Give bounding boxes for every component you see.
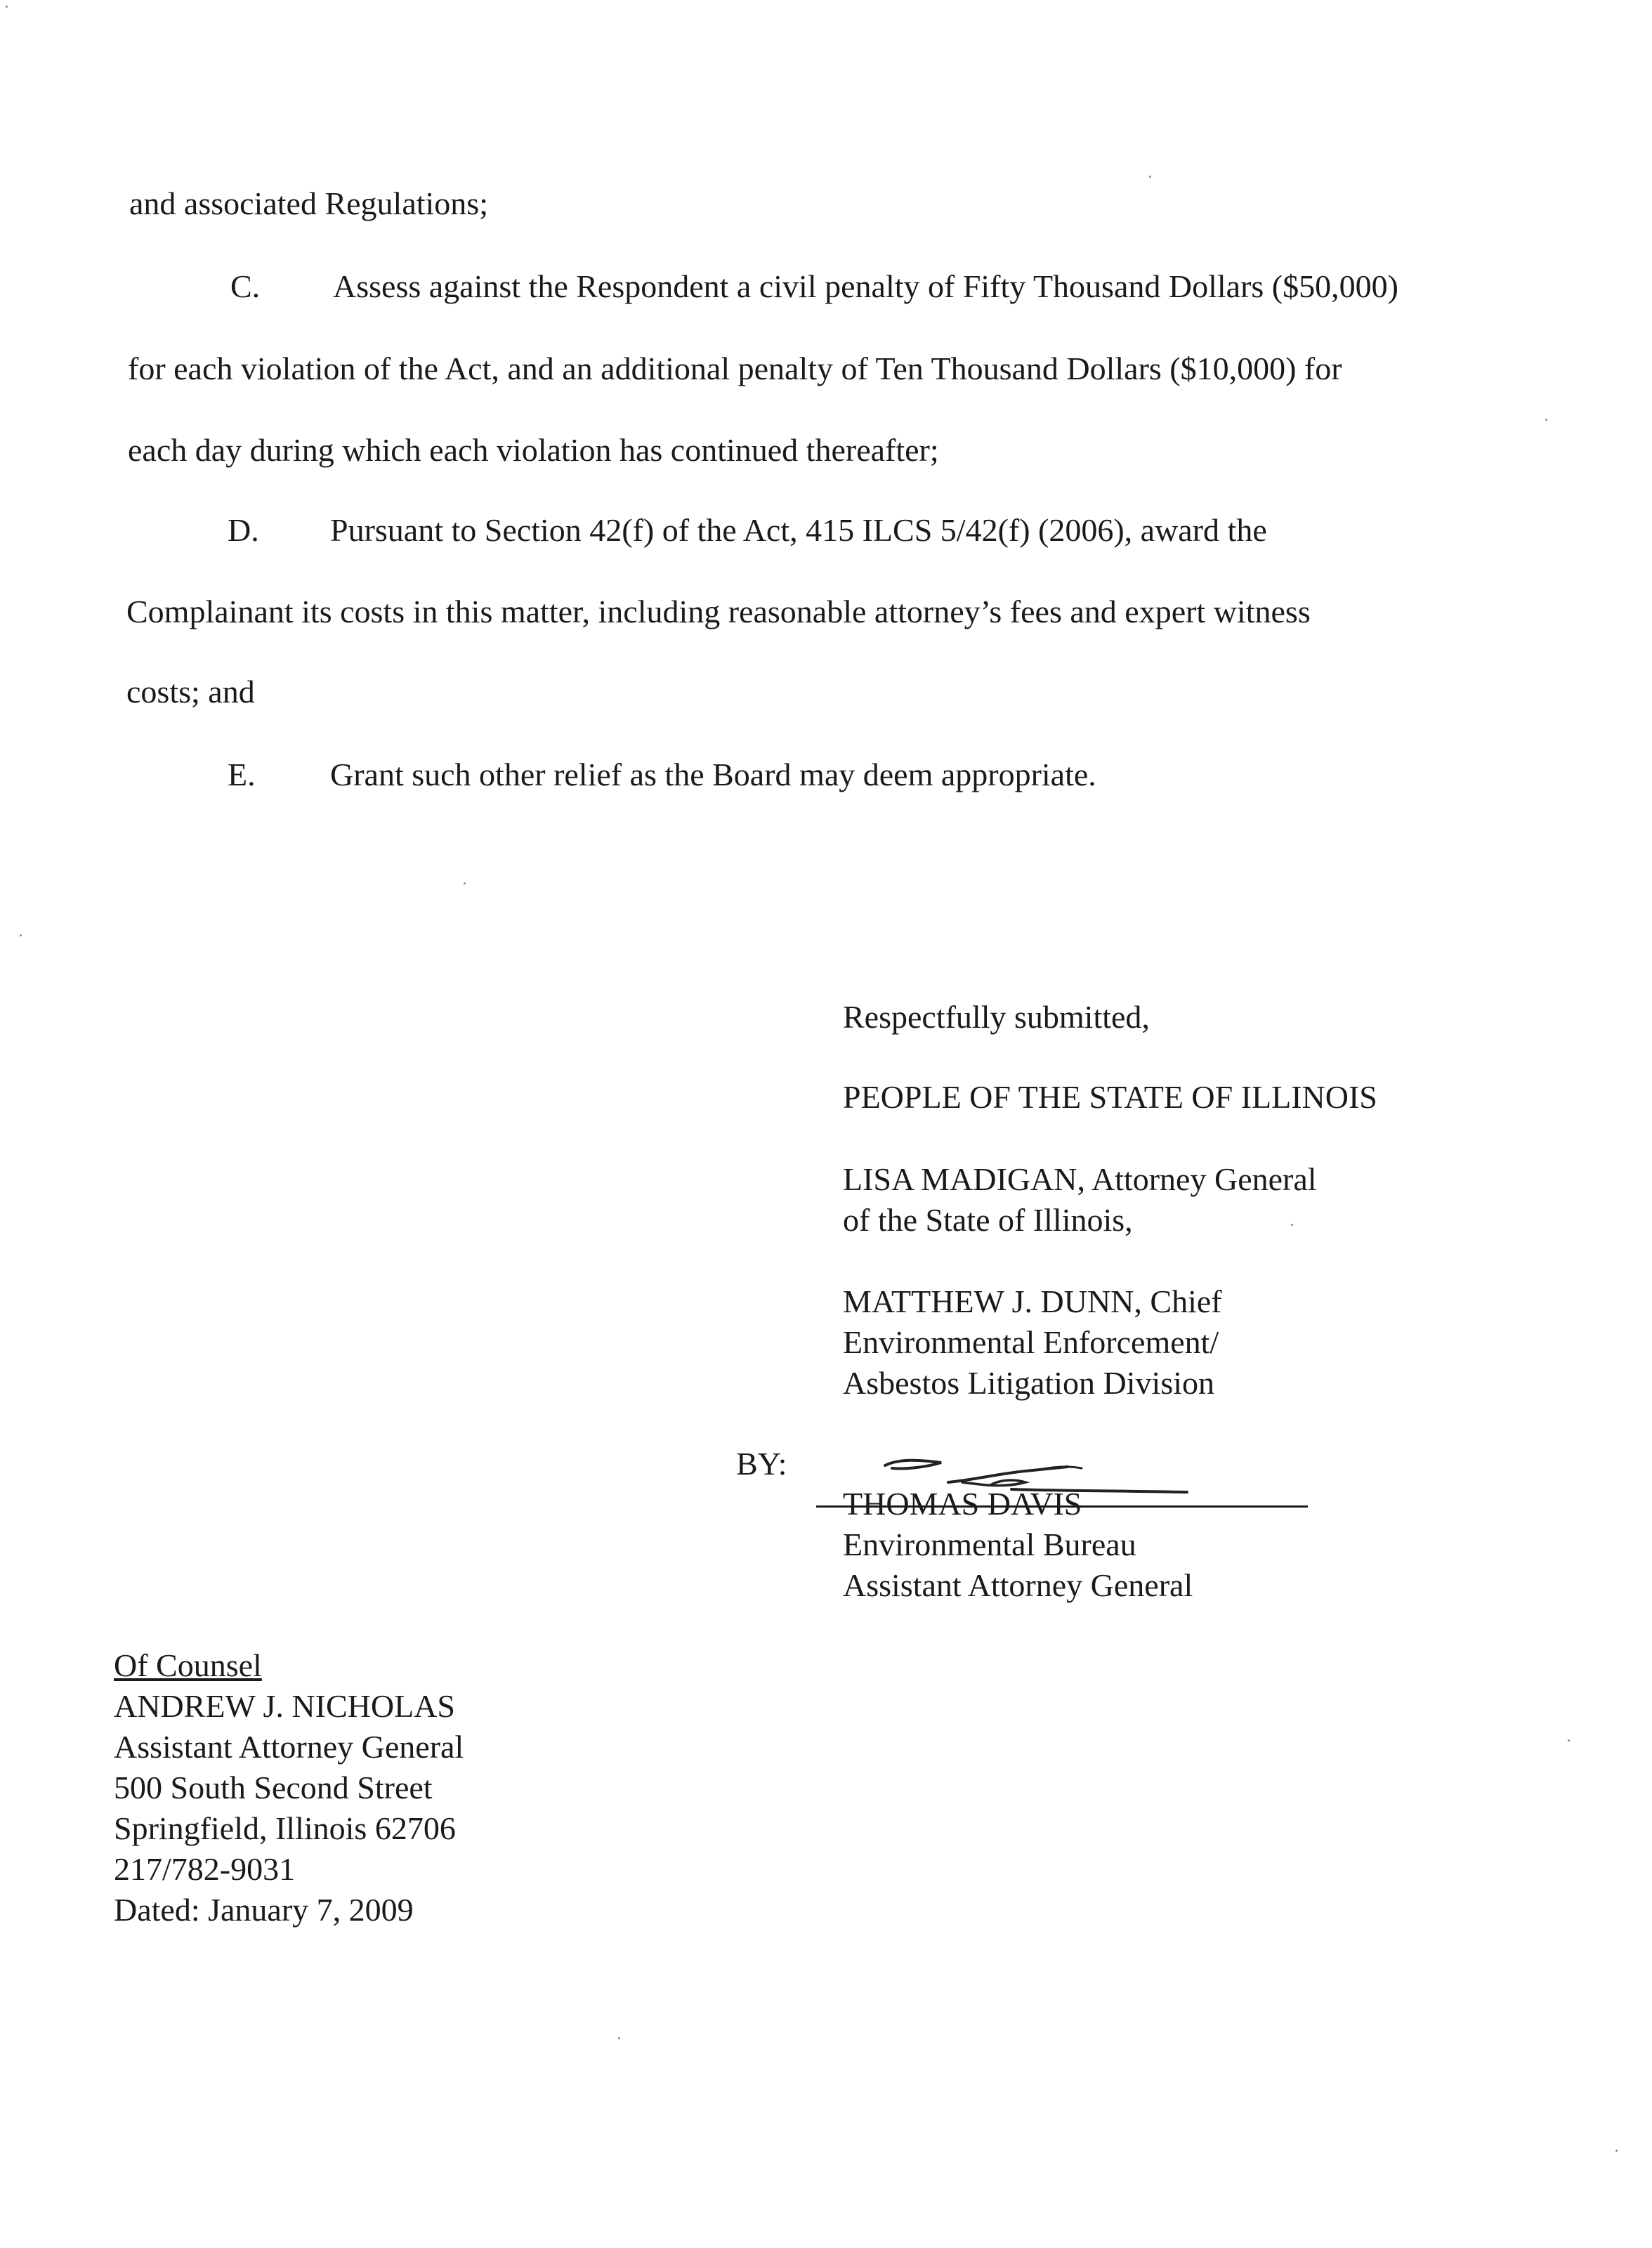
item-d-line-3: costs; and (126, 674, 255, 710)
of-counsel-phone: 217/782-9031 (114, 1851, 296, 1887)
dated-line: Dated: January 7, 2009 (114, 1892, 414, 1928)
attorney-general-line-2: of the State of Illinois, (843, 1202, 1133, 1238)
of-counsel-title: Assistant Attorney General (114, 1729, 464, 1765)
scan-speck (6, 6, 8, 8)
of-counsel-heading: Of Counsel (114, 1647, 262, 1683)
scan-speck (1291, 1224, 1293, 1226)
item-d-line-2: Complainant its costs in this matter, including reasonable attorney’s fees and expert witness (126, 594, 1311, 629)
party-name: PEOPLE OF THE STATE OF ILLINOIS (843, 1079, 1377, 1115)
by-label: BY: (736, 1446, 787, 1482)
attorney-general-line-1: LISA MADIGAN, Attorney General (843, 1161, 1317, 1197)
item-c-label: C. (230, 268, 261, 304)
of-counsel-street: 500 South Second Street (114, 1770, 433, 1805)
item-c-line-3: each day during which each violation has continued thereafter; (128, 432, 939, 468)
of-counsel-name: ANDREW J. NICHOLAS (114, 1688, 455, 1724)
scan-speck (1568, 1739, 1570, 1741)
of-counsel-block (114, 1645, 464, 1930)
signer-bureau: Environmental Bureau (843, 1527, 1136, 1562)
division-chief-line-2: Environmental Enforcement/ (843, 1324, 1219, 1360)
division-chief-line-1: MATTHEW J. DUNN, Chief (843, 1283, 1222, 1319)
signer-title: Assistant Attorney General (843, 1567, 1193, 1603)
closing-salutation: Respectfully submitted, (843, 999, 1150, 1035)
division-chief-block (843, 1281, 1222, 1404)
of-counsel-city: Springfield, Illinois 62706 (114, 1810, 456, 1846)
scan-speck (20, 934, 22, 936)
signer-block (843, 1484, 1193, 1606)
scan-speck (464, 882, 466, 884)
attorney-general-block (843, 1159, 1317, 1241)
body-line-regulations: and associated Regulations; (129, 185, 488, 221)
item-e-label: E. (228, 757, 256, 792)
scan-speck (1615, 2150, 1618, 2152)
item-e-line-1: Grant such other relief as the Board may deem appropriate. (330, 757, 1096, 792)
division-chief-line-3: Asbestos Litigation Division (843, 1365, 1214, 1401)
item-d-line-1: Pursuant to Section 42(f) of the Act, 415 ILCS 5/42(f) (2006), award the (330, 512, 1267, 548)
scan-speck (618, 2037, 620, 2039)
scan-speck (1149, 176, 1151, 178)
signer-name: THOMAS DAVIS (843, 1486, 1082, 1522)
scan-speck (1545, 419, 1547, 421)
item-c-line-1: Assess against the Respondent a civil penalty of Fifty Thousand Dollars ($50,000) (333, 268, 1398, 304)
item-c-line-2: for each violation of the Act, and an additional penalty of Ten Thousand Dollars ($10,000) for (128, 351, 1342, 386)
item-d-label: D. (228, 512, 259, 548)
